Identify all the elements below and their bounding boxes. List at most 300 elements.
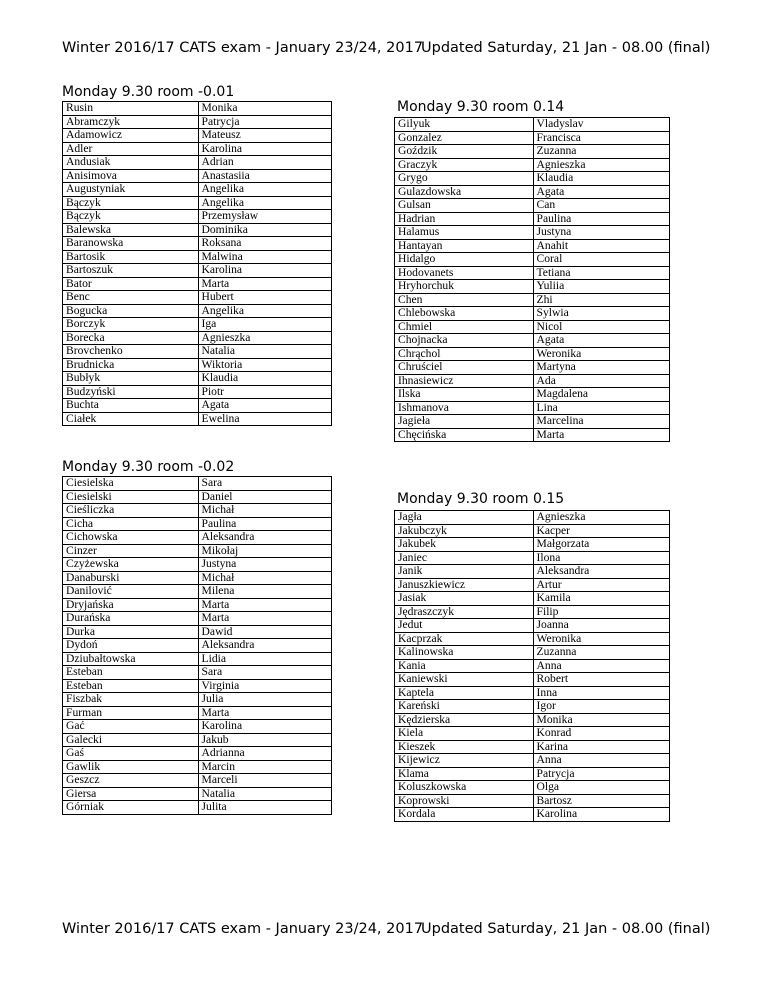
first-name-cell: Natalia [198,345,332,359]
table-row [63,345,332,359]
first-name-cell: Agnieszka [198,331,332,345]
first-name-cell: Paulina [198,517,331,531]
table-row [395,253,670,267]
table-row [395,511,670,525]
table-row [395,605,670,619]
first-name-cell: Mikołaj [198,544,331,558]
first-name-cell: Klaudia [198,372,332,386]
surname-cell: Buchta [63,399,199,413]
table-row [395,592,670,606]
surname-cell: Koprowski [395,794,534,808]
surname-cell: Klama [395,767,534,781]
table-row [395,185,670,199]
surname-cell: Ciesielski [63,490,199,504]
table-row [395,524,670,538]
footer-right: Updated Saturday, 21 Jan - 08.00 (final) [421,921,711,937]
surname-cell: Dydoń [63,639,199,653]
surname-cell: Danaburski [63,571,199,585]
table-row [395,428,670,442]
first-name-cell: Zhi [533,293,669,307]
first-name-cell: Agnieszka [533,511,669,525]
surname-cell: Gilyuk [395,118,534,132]
table-row [63,558,332,572]
first-name-cell: Marta [533,428,669,442]
surname-cell: Andusiak [63,156,199,170]
table-row [63,531,332,545]
first-name-cell: Francisca [533,131,669,145]
first-name-cell: Filip [533,605,669,619]
table-row [63,142,332,156]
first-name-cell: Adrian [198,156,332,170]
table-row [63,304,332,318]
surname-cell: Hidalgo [395,253,534,267]
section-title-room-001: Monday 9.30 room -0.01 [62,84,235,100]
first-name-cell: Adrianna [198,747,331,761]
first-name-cell: Iga [198,318,332,332]
first-name-cell: Angelika [198,183,332,197]
table-row [63,156,332,170]
surname-cell: Kędzierska [395,713,534,727]
section-title-room-015: Monday 9.30 room 0.15 [397,491,565,507]
first-name-cell: Dominika [198,223,332,237]
table-row [63,102,332,116]
first-name-cell: Daniel [198,490,331,504]
surname-cell: Galecki [63,733,199,747]
surname-cell: Geszcz [63,774,199,788]
table-row [63,504,332,518]
surname-cell: Augustyniak [63,183,199,197]
table-row [63,264,332,278]
surname-cell: Gonzalez [395,131,534,145]
surname-cell: Cinzer [63,544,199,558]
table-row [395,145,670,159]
table-row [395,767,670,781]
table-row [395,700,670,714]
table-row [395,578,670,592]
surname-cell: Graczyk [395,158,534,172]
table-row [63,774,332,788]
table-row [63,129,332,143]
table-row [63,639,332,653]
table-row [395,727,670,741]
surname-cell: Chlebowska [395,307,534,321]
first-name-cell: Robert [533,673,669,687]
first-name-cell: Wiktoria [198,358,332,372]
section-title-room-014: Monday 9.30 room 0.14 [397,99,565,115]
first-name-cell: Aleksandra [198,639,331,653]
surname-cell: Chęcińska [395,428,534,442]
surname-cell: Benc [63,291,199,305]
first-name-cell: Vladyslav [533,118,669,132]
first-name-cell: Julita [198,801,331,815]
table-row [63,801,332,815]
first-name-cell: Karolina [198,142,332,156]
surname-cell: Dryjańska [63,598,199,612]
table-row [63,652,332,666]
surname-cell: Giersa [63,787,199,801]
surname-cell: Kijewicz [395,754,534,768]
table-row [63,318,332,332]
surname-cell: Kacprzak [395,632,534,646]
first-name-cell: Tetiana [533,266,669,280]
surname-cell: Jagieła [395,415,534,429]
surname-cell: Kaptela [395,686,534,700]
surname-cell: Adamowicz [63,129,199,143]
table-row [63,412,332,426]
first-name-cell: Ilona [533,551,669,565]
surname-cell: Kareński [395,700,534,714]
surname-cell: Chrąchol [395,347,534,361]
first-name-cell: Can [533,199,669,213]
first-name-cell: Aleksandra [533,565,669,579]
table-row [395,293,670,307]
first-name-cell: Przemysław [198,210,332,224]
table-row [395,686,670,700]
surname-cell: Chojnacka [395,334,534,348]
table-row [63,760,332,774]
table-row [395,266,670,280]
table-row [395,808,670,822]
first-name-cell: Michał [198,504,331,518]
table-row [63,585,332,599]
first-name-cell: Hubert [198,291,332,305]
table-row [395,388,670,402]
first-name-cell: Angelika [198,196,332,210]
surname-cell: Budzyński [63,385,199,399]
table-row [395,551,670,565]
first-name-cell: Mateusz [198,129,332,143]
first-name-cell: Coral [533,253,669,267]
table-row [63,250,332,264]
first-name-cell: Lidia [198,652,331,666]
surname-cell: Hryhorchuk [395,280,534,294]
first-name-cell: Agnieszka [533,158,669,172]
surname-cell: Jasiak [395,592,534,606]
table-row [63,517,332,531]
table-row [63,666,332,680]
table-row [63,612,332,626]
first-name-cell: Justyna [533,226,669,240]
table-row [63,544,332,558]
surname-cell: Janik [395,565,534,579]
surname-cell: Ishmanova [395,401,534,415]
surname-cell: Kalinowska [395,646,534,660]
surname-cell: Borecka [63,331,199,345]
first-name-cell: Karina [533,740,669,754]
first-name-cell: Lina [533,401,669,415]
surname-cell: Bogucka [63,304,199,318]
table-row [63,115,332,129]
table-row [63,169,332,183]
surname-cell: Bartoszuk [63,264,199,278]
table-row [395,538,670,552]
surname-cell: Jakubek [395,538,534,552]
surname-cell: Anisimova [63,169,199,183]
table-row [63,747,332,761]
table-row [63,385,332,399]
surname-cell: Jakubczyk [395,524,534,538]
surname-cell: Ciesielska [63,477,199,491]
table-row [395,347,670,361]
first-name-cell: Paulina [533,212,669,226]
first-name-cell: Monika [533,713,669,727]
first-name-cell: Virginia [198,679,331,693]
surname-cell: Hodovanets [395,266,534,280]
section-title-room-002: Monday 9.30 room -0.02 [62,459,235,475]
table-row [395,226,670,240]
surname-cell: Kordala [395,808,534,822]
table-row [63,679,332,693]
table-row [63,477,332,491]
table-row [395,118,670,132]
first-name-cell: Jakub [198,733,331,747]
first-name-cell: Zuzanna [533,145,669,159]
table-row [63,372,332,386]
first-name-cell: Zuzanna [533,646,669,660]
surname-cell: Bator [63,277,199,291]
table-row [395,172,670,186]
surname-cell: Halamus [395,226,534,240]
table-row [63,237,332,251]
first-name-cell: Nicol [533,320,669,334]
first-name-cell: Dawid [198,625,331,639]
first-name-cell: Marta [198,706,331,720]
table-row [63,625,332,639]
surname-cell: Ilska [395,388,534,402]
surname-cell: Esteban [63,666,199,680]
first-name-cell: Yuliia [533,280,669,294]
surname-cell: Bartosik [63,250,199,264]
surname-cell: Cichowska [63,531,199,545]
surname-cell: Furman [63,706,199,720]
surname-cell: Balewska [63,223,199,237]
surname-cell: Bączyk [63,196,199,210]
table-row [395,673,670,687]
first-name-cell: Joanna [533,619,669,633]
surname-cell: Januszkiewicz [395,578,534,592]
table-row [395,713,670,727]
first-name-cell: Ada [533,374,669,388]
surname-cell: Bączyk [63,210,199,224]
first-name-cell: Ewelina [198,412,332,426]
table-row [63,399,332,413]
first-name-cell: Marta [198,598,331,612]
first-name-cell: Patrycja [533,767,669,781]
surname-cell: Ciałek [63,412,199,426]
surname-cell: Cicha [63,517,199,531]
table-row [63,598,332,612]
table-row [395,565,670,579]
surname-cell: Hantayan [395,239,534,253]
table-row [63,571,332,585]
first-name-cell: Anahit [533,239,669,253]
table-row [395,754,670,768]
table-row [395,131,670,145]
surname-cell: Gać [63,720,199,734]
table-row [395,320,670,334]
table-row [395,659,670,673]
first-name-cell: Julia [198,693,331,707]
first-name-cell: Angelika [198,304,332,318]
first-name-cell: Justyna [198,558,331,572]
first-name-cell: Marta [198,612,331,626]
surname-cell: Dziubałtowska [63,652,199,666]
surname-cell: Adler [63,142,199,156]
table-row [63,358,332,372]
surname-cell: Brovchenko [63,345,199,359]
surname-cell: Esteban [63,679,199,693]
table-row [63,277,332,291]
table-row [63,183,332,197]
first-name-cell: Agata [533,334,669,348]
first-name-cell: Malwina [198,250,332,264]
surname-cell: Gulazdowska [395,185,534,199]
first-name-cell: Milena [198,585,331,599]
surname-cell: Kania [395,659,534,673]
surname-cell: Goździk [395,145,534,159]
table-row [63,196,332,210]
first-name-cell: Weronika [533,632,669,646]
surname-cell: Gulsan [395,199,534,213]
table-row [395,199,670,213]
table-row [395,307,670,321]
first-name-cell: Małgorzata [533,538,669,552]
surname-cell: Borczyk [63,318,199,332]
table-row [395,632,670,646]
first-name-cell: Patrycja [198,115,332,129]
first-name-cell: Agata [533,185,669,199]
surname-cell: Baranowska [63,237,199,251]
surname-cell: Czyżewska [63,558,199,572]
first-name-cell: Inna [533,686,669,700]
table-row [63,693,332,707]
first-name-cell: Martyna [533,361,669,375]
table-row [395,361,670,375]
surname-cell: Janiec [395,551,534,565]
first-name-cell: Roksana [198,237,332,251]
table-row [395,374,670,388]
first-name-cell: Aleksandra [198,531,331,545]
first-name-cell: Olga [533,781,669,795]
surname-cell: Ihnasiewicz [395,374,534,388]
roster-table-room-014 [394,117,670,442]
first-name-cell: Monika [198,102,332,116]
first-name-cell: Marta [198,277,332,291]
first-name-cell: Konrad [533,727,669,741]
table-row [395,158,670,172]
first-name-cell: Kamila [533,592,669,606]
surname-cell: Chen [395,293,534,307]
surname-cell: Chruściel [395,361,534,375]
table-row [63,733,332,747]
first-name-cell: Karolina [198,264,332,278]
header-right: Updated Saturday, 21 Jan - 08.00 (final) [421,40,711,56]
first-name-cell: Kacper [533,524,669,538]
first-name-cell: Agata [198,399,332,413]
surname-cell: Górniak [63,801,199,815]
first-name-cell: Bartosz [533,794,669,808]
surname-cell: Durka [63,625,199,639]
first-name-cell: Karolina [533,808,669,822]
first-name-cell: Klaudia [533,172,669,186]
first-name-cell: Sylwia [533,307,669,321]
table-row [395,646,670,660]
header-left: Winter 2016/17 CATS exam - January 23/24, 2017 [62,40,424,56]
surname-cell: Rusin [63,102,199,116]
first-name-cell: Natalia [198,787,331,801]
table-row [63,223,332,237]
surname-cell: Chmiel [395,320,534,334]
surname-cell: Abramczyk [63,115,199,129]
first-name-cell: Weronika [533,347,669,361]
table-row [395,212,670,226]
surname-cell: Gaś [63,747,199,761]
surname-cell: Hadrian [395,212,534,226]
table-row [395,280,670,294]
first-name-cell: Marcelina [533,415,669,429]
table-row [63,706,332,720]
first-name-cell: Anna [533,659,669,673]
table-row [63,210,332,224]
table-row [395,334,670,348]
first-name-cell: Karolina [198,720,331,734]
table-row [63,331,332,345]
first-name-cell: Artur [533,578,669,592]
surname-cell: Durańska [63,612,199,626]
surname-cell: Kiela [395,727,534,741]
first-name-cell: Anna [533,754,669,768]
surname-cell: Koluszkowska [395,781,534,795]
table-row [63,720,332,734]
roster-table-room-002 [62,476,332,815]
footer-left: Winter 2016/17 CATS exam - January 23/24, 2017 [62,921,424,937]
surname-cell: Jedut [395,619,534,633]
roster-table-room-015 [394,510,670,822]
surname-cell: Jagła [395,511,534,525]
table-row [395,239,670,253]
surname-cell: Fiszbak [63,693,199,707]
first-name-cell: Magdalena [533,388,669,402]
table-row [395,415,670,429]
first-name-cell: Marceli [198,774,331,788]
first-name-cell: Marcin [198,760,331,774]
surname-cell: Gawlik [63,760,199,774]
surname-cell: Cieśliczka [63,504,199,518]
table-row [63,291,332,305]
table-row [395,619,670,633]
first-name-cell: Anastasiia [198,169,332,183]
surname-cell: Kaniewski [395,673,534,687]
table-row [395,794,670,808]
first-name-cell: Michał [198,571,331,585]
surname-cell: Kieszek [395,740,534,754]
table-row [395,781,670,795]
surname-cell: Bubłyk [63,372,199,386]
surname-cell: Brudnicka [63,358,199,372]
table-row [63,490,332,504]
surname-cell: Grygo [395,172,534,186]
table-row [395,740,670,754]
first-name-cell: Sara [198,666,331,680]
table-row [395,401,670,415]
first-name-cell: Piotr [198,385,332,399]
roster-table-room-001 [62,101,332,426]
table-row [63,787,332,801]
first-name-cell: Igor [533,700,669,714]
surname-cell: Danilović [63,585,199,599]
surname-cell: Jędraszczyk [395,605,534,619]
first-name-cell: Sara [198,477,331,491]
